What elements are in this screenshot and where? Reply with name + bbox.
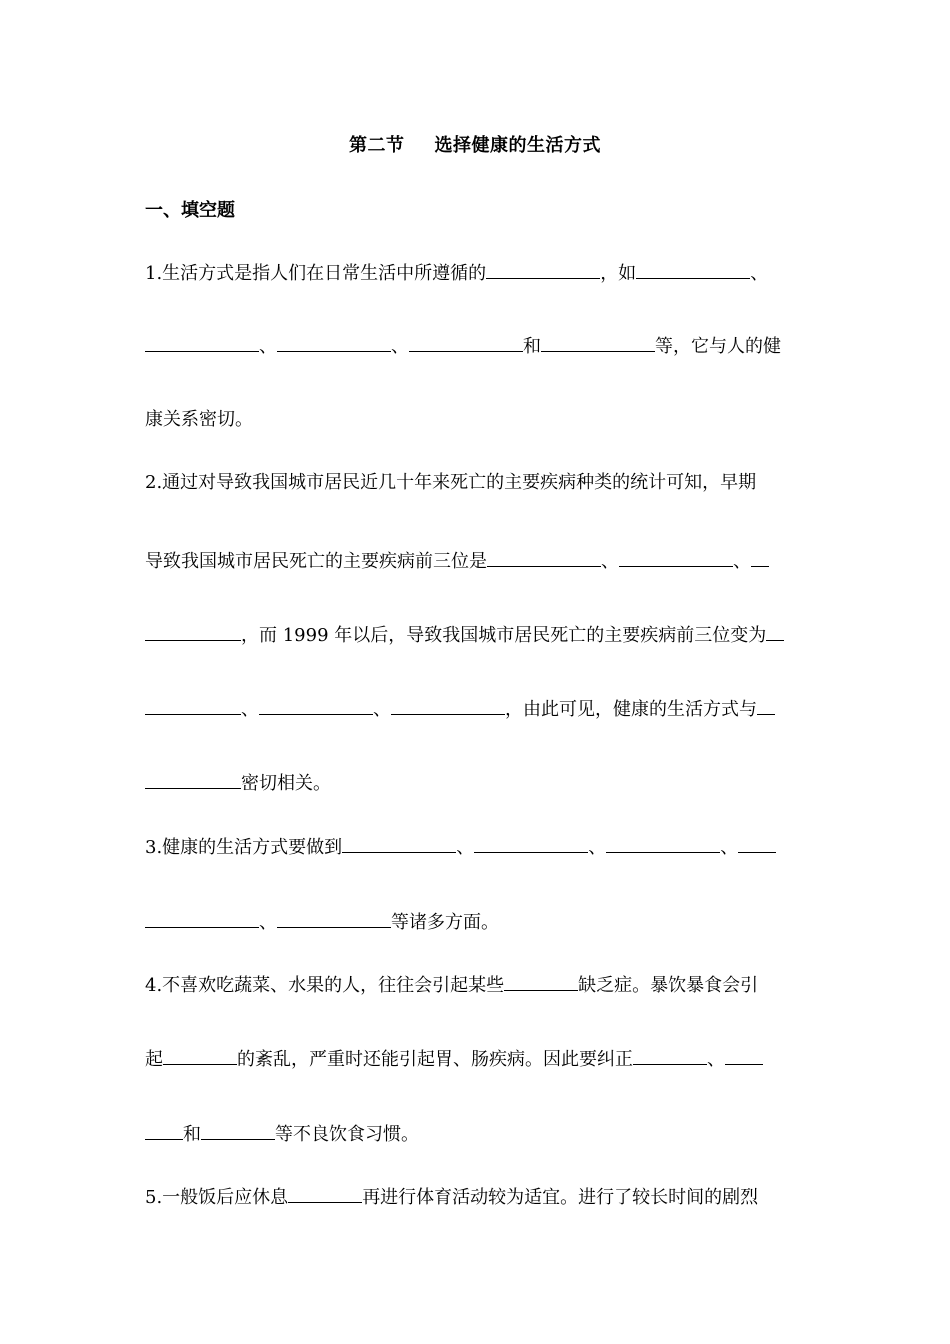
text: 、: [707, 1049, 725, 1070]
blank: [145, 696, 241, 715]
text: 缺乏症。暴饮暴食会引: [578, 975, 759, 996]
text: 4.不喜欢吃蔬菜、水果的人，往往会引起某些: [145, 975, 505, 996]
text: 等，它与人的健: [655, 336, 781, 357]
blank: [474, 834, 588, 853]
q1-line-2: [145, 333, 805, 359]
q2-line-3: [145, 622, 805, 648]
text: 、: [720, 837, 739, 858]
q4-line-1: [145, 972, 805, 998]
blank: [606, 834, 720, 853]
title-topic: 选择健康的生活方式: [434, 135, 601, 156]
title-section-number: 第二节: [349, 135, 405, 156]
blank: [145, 1121, 183, 1140]
q4-line-2: [145, 1046, 805, 1072]
q5-line-1: [145, 1184, 805, 1210]
text: ，而 1999 年以后，导致我国城市居民死亡的主要疾病前三位变为: [241, 625, 767, 646]
blank: [145, 909, 259, 928]
blank: [636, 260, 750, 279]
text: 、: [259, 336, 277, 357]
q1-line-3: 康关系密切。: [145, 409, 253, 430]
blank: [486, 260, 600, 279]
text: 再进行体育活动较为适宜。进行了较长时间的剧烈: [362, 1187, 759, 1208]
blank: [259, 696, 373, 715]
text: 起: [145, 1049, 163, 1070]
blank: [163, 1046, 237, 1065]
q3-line-1: [145, 834, 805, 860]
blank: [633, 1046, 707, 1065]
text: 等诸多方面。: [391, 912, 499, 933]
text: ，如: [600, 263, 637, 284]
blank: [391, 696, 505, 715]
text: ，由此可见，健康的生活方式与: [505, 699, 757, 720]
section-heading: 一、填空题: [145, 200, 235, 221]
q3-line-2: [145, 909, 805, 935]
q4-line-3: [145, 1121, 805, 1147]
text: 、: [456, 837, 475, 858]
text: 密切相关。: [241, 773, 331, 794]
blank: [487, 548, 601, 567]
blank: [409, 333, 523, 352]
blank: [725, 1046, 763, 1065]
blank: [751, 548, 769, 567]
blank: [738, 834, 776, 853]
blank: [145, 622, 241, 641]
text: 、: [750, 263, 769, 284]
q2-line-2: [145, 548, 805, 574]
text: 、: [259, 912, 277, 933]
text: 的紊乱，严重时还能引起胃、肠疾病。因此要纠正: [237, 1049, 633, 1070]
blank: [619, 548, 733, 567]
text: 、: [241, 699, 259, 720]
text: 和: [523, 336, 541, 357]
text: 导致我国城市居民死亡的主要疾病前三位是: [145, 551, 487, 572]
text: 和: [183, 1124, 201, 1145]
text: 1.生活方式是指人们在日常生活中所遵循的: [145, 263, 487, 284]
blank: [277, 909, 391, 928]
blank: [288, 1184, 362, 1203]
blank: [541, 333, 655, 352]
text: 等不良饮食习惯。: [275, 1124, 419, 1145]
blank: [145, 333, 259, 352]
blank: [342, 834, 456, 853]
text: 3.健康的生活方式要做到: [145, 837, 343, 858]
text: 、: [601, 551, 619, 572]
blank: [504, 972, 578, 991]
text: 、: [391, 336, 409, 357]
blank: [145, 770, 241, 789]
blank: [757, 696, 775, 715]
q2-line-5: [145, 770, 805, 796]
text: 、: [733, 551, 751, 572]
q1-line-1: [145, 260, 805, 286]
page-title: [0, 131, 950, 157]
blank: [201, 1121, 275, 1140]
blank: [277, 333, 391, 352]
q2-line-1: 2.通过对导致我国城市居民近几十年来死亡的主要疾病种类的统计可知，早期: [145, 472, 757, 493]
blank: [766, 622, 784, 641]
text: 、: [588, 837, 607, 858]
text: 5.一般饭后应休息: [145, 1187, 289, 1208]
q2-line-4: [145, 696, 805, 722]
text: 、: [373, 699, 391, 720]
